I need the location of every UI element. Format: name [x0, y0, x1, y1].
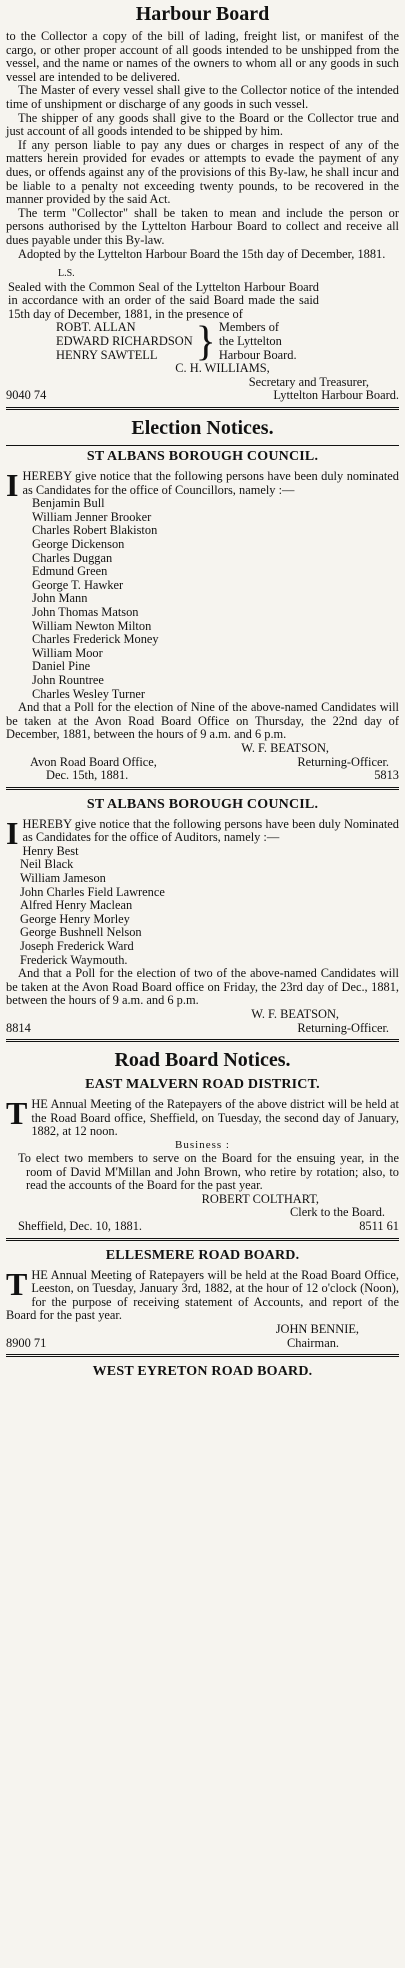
candidate-name: George Bushnell Nelson — [20, 925, 142, 940]
candidate-name: John Charles Field Lawrence — [20, 884, 165, 899]
harbour-ref-number: 9040 74 — [6, 388, 47, 403]
poll-notice: And that a Poll for the election of two of the above-named Candidates will be taken at the Avon Road Board office on Friday, the 23rd day of Dec., 1881, between the hours of 9 a.m. and 6 p.m. — [6, 966, 399, 1008]
notice-body — [6, 1265, 399, 1323]
harbour-paragraph-3: The shipper of any goods shall give to the Board or the Collector true and just account of all goods intended to be shipped by him. — [6, 110, 399, 139]
section-heading-election-notices: Election Notices. — [131, 417, 274, 440]
notice-ref-number: 8511 61 — [359, 1218, 399, 1233]
place-date: Sheffield, Dec. 10, 1881. — [18, 1218, 142, 1233]
road-board-notices-section — [6, 1048, 399, 1381]
candidate-name: John Rountree — [32, 672, 104, 687]
divider — [6, 1354, 399, 1357]
board-member-2: EDWARD RICHARDSON — [56, 334, 193, 349]
candidate-name: John Mann — [32, 591, 88, 606]
section-divider — [6, 1039, 399, 1042]
drop-cap: I — [6, 814, 19, 851]
office-address: Avon Road Board Office, — [30, 754, 157, 769]
candidate-list — [32, 497, 399, 701]
candidate-name: William Newton Milton — [32, 618, 152, 633]
candidate-name: Daniel Pine — [32, 659, 91, 674]
section-divider — [6, 407, 399, 410]
candidate-name: Charles Duggan — [32, 550, 113, 565]
candidate-name: Joseph Frederick Ward — [20, 939, 134, 954]
signature-row — [6, 1022, 399, 1036]
signatory: W. F. BEATSON, — [241, 740, 329, 755]
harbour-paragraph-6: Adopted by the Lyttelton Harbour Board the 15th day of December, 1881. — [18, 246, 386, 261]
drop-cap: T — [6, 1265, 28, 1302]
board-members-description — [219, 321, 297, 362]
section-heading-road-board-notices: Road Board Notices. — [114, 1049, 291, 1072]
candidate-name: Charles Robert Blakiston — [32, 523, 158, 538]
harbour-paragraph-4: If any person liable to pay any dues or charges in respect of any of the matters herein provided for evades or attempts to evade the payment of any dues, or offends against any of the provisions of this By-law, he shall incur and be liable to a penalty not exceeding twenty pounds, to be recovered in the manner provided by the said Act. — [6, 137, 399, 207]
candidate-name: George Dickenson — [32, 537, 125, 551]
board-member-1: ROBT. ALLAN — [56, 320, 136, 335]
secretary-organisation: Lyttelton Harbour Board. — [273, 388, 399, 403]
signatory-role: Chairman. — [287, 1335, 339, 1350]
divider — [6, 1238, 399, 1241]
road-notice-1 — [6, 1076, 399, 1233]
notice-date: Dec. 15th, 1881. — [46, 768, 129, 783]
section-heading-harbour-board: Harbour Board — [135, 3, 270, 25]
district-heading: EAST MALVERN ROAD DISTRICT. — [85, 1077, 320, 1093]
signature-row — [6, 756, 399, 770]
brace-glyph: } — [195, 318, 216, 365]
harbour-paragraph-1: to the Collector a copy of the bill of lading, freight list, or manifest of the cargo, or other proper account of all goods intended to be unshipped from the vessel, and the name or names of the owners to whom all or any goods in such vessel are intended to be delivered. — [6, 29, 399, 84]
candidate-name: Charles Wesley Turner — [32, 686, 146, 701]
election-notice-1 — [6, 448, 399, 783]
notice-intro-text: HEREBY give notice that the following persons have been duly nominated as Candidates for the office of Councillors, namely :— — [22, 469, 399, 497]
divider — [6, 787, 399, 790]
date-row — [6, 769, 399, 783]
candidate-name: Edmund Green — [32, 564, 108, 579]
notice-ref-number: 8814 — [6, 1020, 31, 1035]
members-desc-line-3: Harbour Board. — [218, 347, 297, 362]
signatory: JOHN BENNIE, — [275, 1321, 359, 1336]
road-notice-2 — [6, 1247, 399, 1351]
candidate-name: Benjamin Bull — [32, 496, 105, 511]
council-heading: ST ALBANS BOROUGH COUNCIL. — [86, 449, 319, 465]
seal-mark: L.S. — [58, 268, 75, 280]
road-notice-3 — [6, 1363, 399, 1381]
secretary-name: C. H. WILLIAMS, — [175, 361, 270, 376]
signatory-role: Returning-Officer. — [297, 1020, 389, 1035]
signatory: ROBERT COLTHART, — [201, 1191, 319, 1206]
poll-notice: And that a Poll for the election of Nine of the above-named Candidates will be taken at the Avon Road Board Office on Thursday, the 22nd day of December, 1881, between the hours of 9 a.m. and 6 p.m. — [6, 700, 399, 742]
drop-cap: I — [6, 467, 19, 504]
candidate-name: William Moor — [32, 645, 103, 660]
members-desc-line-1: Members of — [218, 320, 280, 335]
notice-body — [6, 1095, 399, 1139]
candidate-name: Henry Best — [22, 843, 79, 858]
divider — [6, 445, 399, 446]
candidate-name: George Henry Morley — [20, 911, 130, 926]
district-heading: WEST EYRETON ROAD BOARD. — [92, 1364, 313, 1380]
candidate-name: Frederick Waymouth. — [20, 952, 128, 967]
district-heading: ELLESMERE ROAD BOARD. — [105, 1247, 300, 1263]
business-label: Business : — [175, 1138, 230, 1151]
candidate-name: Neil Black — [20, 857, 74, 872]
candidate-name: John Thomas Matson — [32, 604, 139, 619]
business-text: To elect two members to serve on the Board for the ensuing year, in the room of David M'Millan and John Brown, who retire by rotation; also, to read the accounts of the Board for the past year. — [18, 1150, 399, 1193]
candidate-name: William Jameson — [20, 871, 106, 886]
footer-row — [6, 1220, 399, 1234]
harbour-paragraph-5: The term "Collector" shall be taken to mean and include the person or persons authorised by the Lyttelton Harbour Board to collect and receive all dues payable under this By-law. — [6, 205, 399, 247]
seal-block — [6, 267, 399, 403]
council-heading: ST ALBANS BOROUGH COUNCIL. — [86, 796, 319, 812]
signatory-role: Returning-Officer. — [297, 754, 389, 769]
notice-body-text: HE Annual Meeting of the Ratepayers of the above district will be held at the Road Board office, Sheffield, on Tuesday, the second day of January, 1882, at 12 noon. — [31, 1097, 399, 1139]
candidate-name: George T. Hawker — [32, 577, 124, 592]
notice-intro-text: HEREBY give notice that the following persons have been duly Nominated as Candidates for the office of Auditors, namely :— — [22, 816, 399, 845]
signatory: W. F. BEATSON, — [251, 1007, 339, 1021]
candidate-name: William Jenner Brooker — [32, 509, 152, 524]
notice-ref-number: 8900 71 — [6, 1335, 47, 1350]
board-members — [56, 318, 399, 365]
election-notices-section — [6, 416, 399, 1035]
notice-ref-number: 5813 — [374, 768, 399, 783]
board-member-names — [56, 321, 193, 362]
harbour-board-section — [6, 2, 399, 403]
footer-row — [6, 1337, 399, 1351]
signatory-role: Clerk to the Board. — [290, 1205, 385, 1220]
seal-text: Sealed with the Common Seal of the Lyttelton Harbour Board in accordance with an order of the said Board made the said 15th day of December, 1881, in the presence of — [8, 279, 319, 321]
candidate-name: Alfred Henry Maclean — [20, 898, 133, 913]
members-desc-line-2: the Lyttelton — [218, 334, 282, 349]
secretary-title: Secretary and Treasurer, — [248, 374, 369, 389]
board-member-3: HENRY SAWTELL — [56, 347, 158, 362]
notice-body-text: HE Annual Meeting of Ratepayers will be held at the Road Board Office, Leeston, on Tuesday, January 3rd, 1882, at the hour of 12 o'clock (Noon), for the purpose of receiving statement of Accounts, and report of the Board for the past year. — [6, 1267, 399, 1323]
harbour-footer-row — [6, 389, 399, 403]
drop-cap: T — [6, 1095, 28, 1132]
candidate-name: Charles Frederick Money — [32, 632, 159, 647]
harbour-paragraph-2: The Master of every vessel shall give to the Collector notice of the intended time of unshipment or discharge of any goods in such vessel. — [6, 83, 399, 111]
election-notice-2 — [6, 796, 399, 1036]
candidate-list — [20, 845, 399, 967]
